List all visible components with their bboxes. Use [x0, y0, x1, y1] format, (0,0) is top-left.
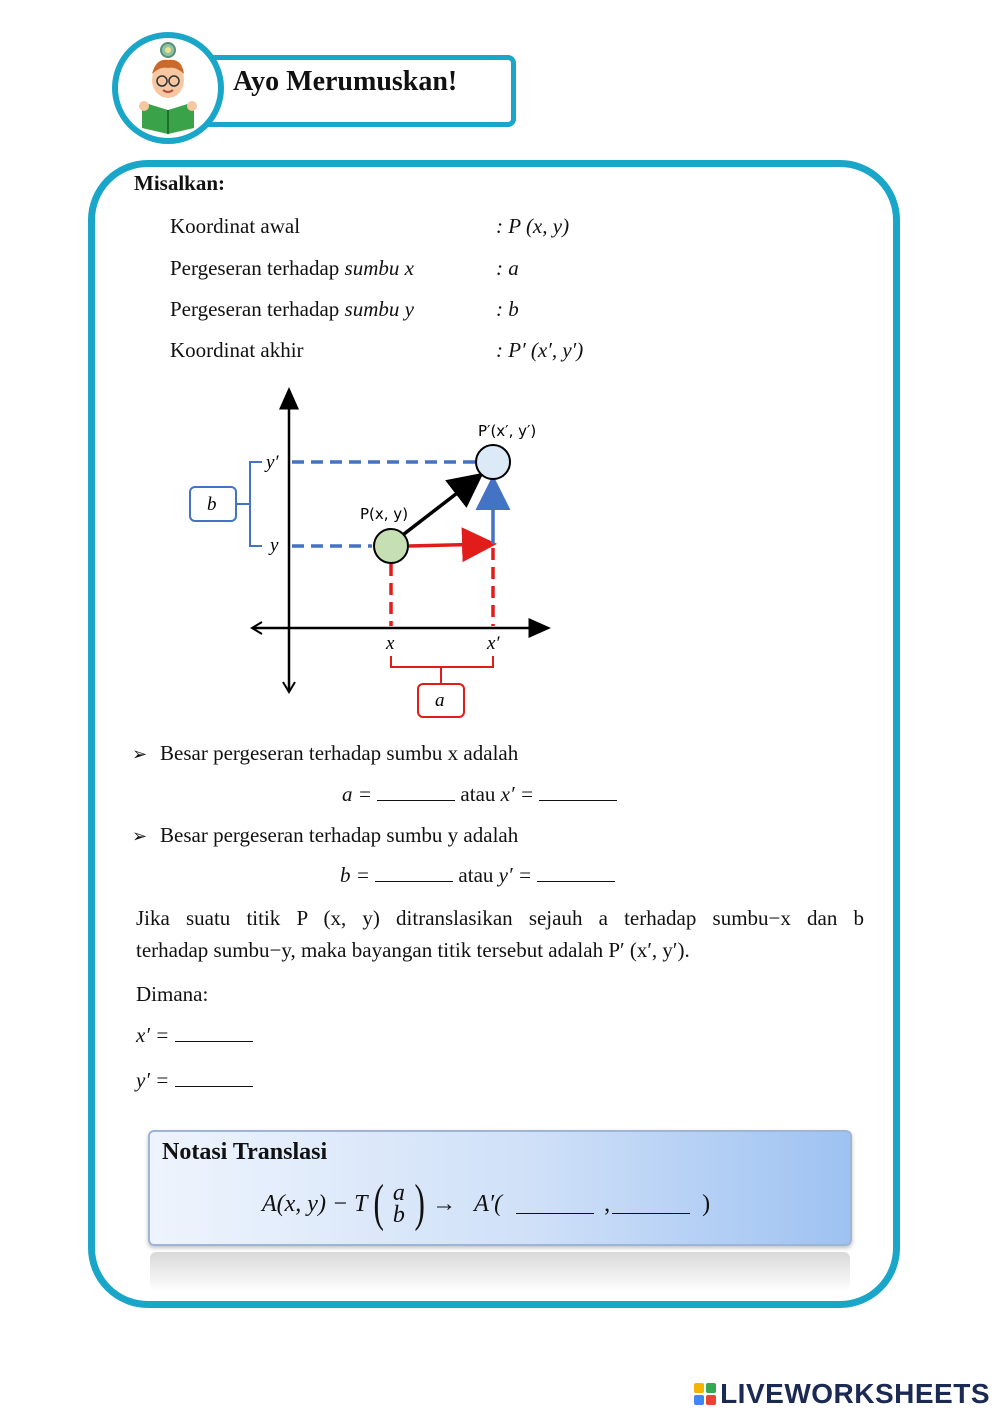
x-prime-formula: x′ = [136, 1023, 253, 1048]
y-prime-formula: y′ = [136, 1068, 253, 1093]
a-box-label: a [435, 690, 445, 711]
x-tick-label: x [386, 633, 395, 654]
point-p [374, 529, 408, 563]
dimana-label: Dimana: [136, 982, 209, 1006]
blank-a-input[interactable] [377, 782, 455, 801]
notasi-title: Notasi Translasi [162, 1139, 328, 1165]
point-p-prime-label: P′(x′, y′) [478, 422, 537, 440]
row-label-pergeseran-x: Pergeseran terhadap sumbu x [170, 256, 414, 280]
b-box-label: b [207, 494, 217, 515]
y-prime-tick-label: y′ [266, 452, 279, 473]
blank-b-input[interactable] [375, 863, 453, 882]
equation-x: a = atau x′ = [342, 782, 617, 807]
x-prime-tick-label: x′ [487, 633, 500, 654]
paragraph-line-2: terhadap sumbu−y, maka bayangan titik tersebut adalah P′ (x′, y′). [136, 938, 690, 962]
logo-grid-icon [694, 1383, 716, 1405]
maps-to-arrow-icon: → [432, 1190, 457, 1217]
blank-notasi-y-input[interactable] [612, 1195, 690, 1214]
row-label-pergeseran-y: Pergeseran terhadap sumbu y [170, 297, 414, 321]
bullet-x: ➢ Besar pergeseran terhadap sumbu x adalah [132, 741, 519, 765]
row-label-koordinat-awal: Koordinat awal [170, 214, 301, 238]
equation-y: b = atau y′ = [340, 863, 615, 888]
b-bracket [250, 462, 262, 546]
a-bracket [391, 656, 493, 667]
liveworksheets-logo: LIVEWORKSHEETS [694, 1378, 990, 1410]
blank-y-prime-input[interactable] [537, 863, 615, 882]
misalkan-heading: Misalkan: [134, 171, 226, 195]
translation-arrow [404, 477, 478, 534]
row-value-koordinat-akhir: : P′ (x′, y′) [496, 338, 584, 362]
bullet-arrow-icon: ➢ [132, 826, 148, 846]
bullet-y: ➢ Besar pergeseran terhadap sumbu y adalah [132, 823, 519, 847]
notasi-equation: A(x, y) − T ( a b ) → A′( , ) [262, 1175, 711, 1232]
blank-x-prime-input[interactable] [539, 782, 617, 801]
bullet-arrow-icon: ➢ [132, 744, 148, 764]
blank-notasi-x-input[interactable] [516, 1195, 594, 1214]
row-value-pergeseran-y: : b [496, 297, 519, 321]
paragraph-line-1: Jika suatu titik P (x, y) ditranslasikan sejauh a terhadap sumbu−x dan b [136, 906, 864, 930]
notasi-reflection [150, 1252, 850, 1292]
page-title: Ayo Merumuskan! [233, 66, 458, 97]
blank-y-prime-formula-input[interactable] [175, 1068, 253, 1087]
horizontal-shift-arrow [409, 544, 490, 546]
y-tick-label: y [270, 535, 279, 556]
mascot-badge [112, 32, 224, 144]
row-label-koordinat-akhir: Koordinat akhir [170, 338, 304, 362]
row-value-koordinat-awal: : P (x, y) [496, 214, 570, 238]
point-p-label: P(x, y) [360, 505, 409, 523]
translation-vector: a b [392, 1180, 405, 1228]
point-p-prime [476, 445, 510, 479]
reading-child-icon [118, 38, 218, 138]
row-value-pergeseran-x: : a [496, 256, 519, 280]
blank-x-prime-formula-input[interactable] [175, 1023, 253, 1042]
